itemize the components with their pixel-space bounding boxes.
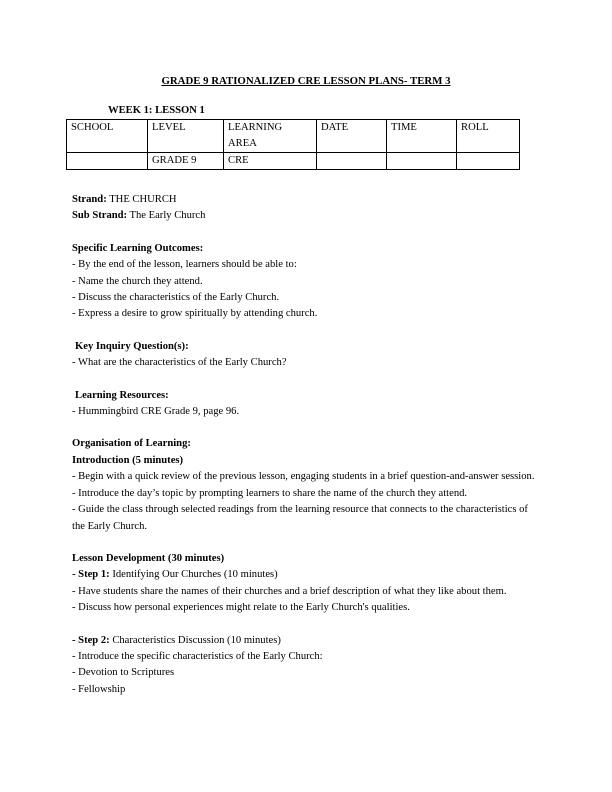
step-2-line: [72, 633, 542, 649]
table-header-cell: LEARNING AREA: [224, 120, 317, 153]
table-cell: CRE: [224, 153, 317, 170]
table-header-row: [67, 120, 520, 153]
list-item: - Name the church they attend.: [72, 275, 203, 287]
week-lesson-heading: WEEK 1: LESSON 1: [108, 105, 205, 116]
step-2-text: Characteristics Discussion (10 minutes): [109, 634, 281, 646]
sub-strand-label: Sub Strand:: [72, 210, 128, 222]
development-heading: Lesson Development (30 minutes): [72, 552, 225, 564]
list-item: - Have students share the names of their churches and a brief description of what they like about them.: [72, 585, 507, 597]
lesson-content: [72, 192, 542, 698]
list-item: - Devotion to Scriptures: [72, 667, 175, 679]
table-header-cell: SCHOOL: [67, 120, 148, 153]
list-item: - Express a desire to grow spiritually by attending church.: [72, 308, 318, 320]
list-item: - Discuss how personal experiences might relate to the Early Church's qualities.: [72, 602, 410, 614]
list-item: - Introduce the specific characteristics of the Early Church:: [72, 650, 323, 662]
list-item: - Introduce the day’s topic by prompting learners to share the name of the church they attend.: [72, 487, 468, 499]
lesson-info-table: [66, 119, 520, 170]
list-item: - Discuss the characteristics of the Early Church.: [72, 292, 280, 304]
table-header-cell: TIME: [387, 120, 457, 153]
table-cell: [387, 153, 457, 170]
sub-strand-value: The Early Church: [127, 210, 206, 222]
document-title: GRADE 9 RATIONALIZED CRE LESSON PLANS- TERM 3: [161, 75, 451, 87]
sub-strand-line: [72, 208, 542, 224]
strand-line: [72, 192, 542, 208]
list-item: - Hummingbird CRE Grade 9, page 96.: [72, 406, 240, 418]
list-item: - Fellowship: [72, 683, 126, 695]
list-item: - Guide the class through selected readings from the learning resource that connects to the characteristics of the Early Church.: [72, 504, 528, 532]
step-1-line: [72, 567, 542, 583]
strand-value: THE CHURCH: [106, 194, 177, 205]
table-header-cell: LEVEL: [148, 120, 224, 153]
table-header-cell: ROLL: [457, 120, 520, 153]
table-cell: GRADE 9: [148, 153, 224, 170]
resources-heading: Learning Resources:: [75, 389, 169, 401]
strand-label: Strand:: [72, 194, 107, 205]
list-item: - Begin with a quick review of the previous lesson, engaging students in a brief question-and-answer session.: [72, 471, 535, 483]
step-1-text: Identifying Our Churches (10 minutes): [109, 569, 278, 581]
table-cell: [67, 153, 148, 170]
list-item: - By the end of the lesson, learners should be able to:: [72, 259, 297, 271]
introduction-heading: Introduction (5 minutes): [72, 454, 184, 466]
table-cell: [317, 153, 387, 170]
table-row: [67, 153, 520, 170]
outcomes-heading: Specific Learning Outcomes:: [72, 242, 204, 254]
table-cell: [457, 153, 520, 170]
table-header-cell: DATE: [317, 120, 387, 153]
inquiry-heading: Key Inquiry Question(s):: [75, 340, 189, 352]
organisation-heading: Organisation of Learning:: [72, 438, 191, 450]
step-2-label: - Step 2:: [72, 634, 110, 646]
list-item: - What are the characteristics of the Early Church?: [72, 357, 287, 369]
step-1-label: - Step 1:: [72, 569, 110, 581]
